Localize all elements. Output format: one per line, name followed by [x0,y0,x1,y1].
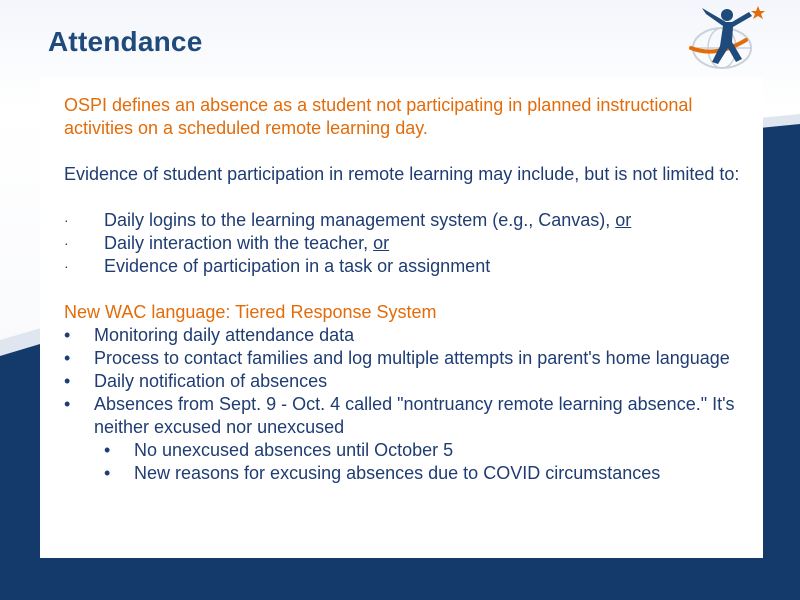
or-underlined: or [615,210,632,230]
list-item [64,347,743,370]
wac-item-text: Daily notification of absences [94,371,328,391]
list-item [64,209,743,232]
slide-title: Attendance [48,26,203,57]
list-item [64,255,743,278]
bullet-marker: • [64,325,71,345]
bullet-marker: • [104,463,111,483]
wac-item-text: Absences from Sept. 9 - Oct. 4 called "nontruancy remote learning absence." It's neither excused nor unexcused [94,394,735,437]
wac-sublist [104,439,743,485]
dot-marker: · [64,258,69,274]
dot-marker: · [64,212,69,228]
student-figure-logo-icon [686,2,770,74]
wac-subitem-text: New reasons for excusing absences due to COVID circumstances [134,463,661,483]
evidence-item-text: Daily logins to the learning management system (e.g., Canvas), [104,210,616,230]
bullet-marker: • [64,394,71,414]
dot-marker: · [64,235,69,251]
wac-heading: New WAC language: Tiered Response System [64,302,437,322]
wac-subitem-text: No unexcused absences until October 5 [134,440,454,460]
bullet-marker: • [64,348,71,368]
list-item [64,370,743,393]
list-item [64,324,743,347]
wac-list [64,324,743,485]
bullet-marker: • [104,440,111,460]
wac-item-text: Monitoring daily attendance data [94,325,355,345]
wac-item-text: Process to contact families and log multiple attempts in parent's home language [94,348,730,368]
evidence-item-text: Evidence of participation in a task or assignment [104,256,491,276]
list-item [64,232,743,255]
bullet-marker: • [64,371,71,391]
list-item [64,393,743,485]
list-item [104,439,743,462]
evidence-list [64,209,743,278]
evidence-intro: Evidence of student participation in remote learning may include, but is not limited to: [64,164,740,184]
content-box [40,78,763,558]
or-underlined: or [373,233,390,253]
evidence-item-text: Daily interaction with the teacher, [104,233,374,253]
absence-definition: OSPI defines an absence as a student not participating in planned instructional activities on a scheduled remote learning day. [64,95,693,138]
list-item [104,462,743,485]
